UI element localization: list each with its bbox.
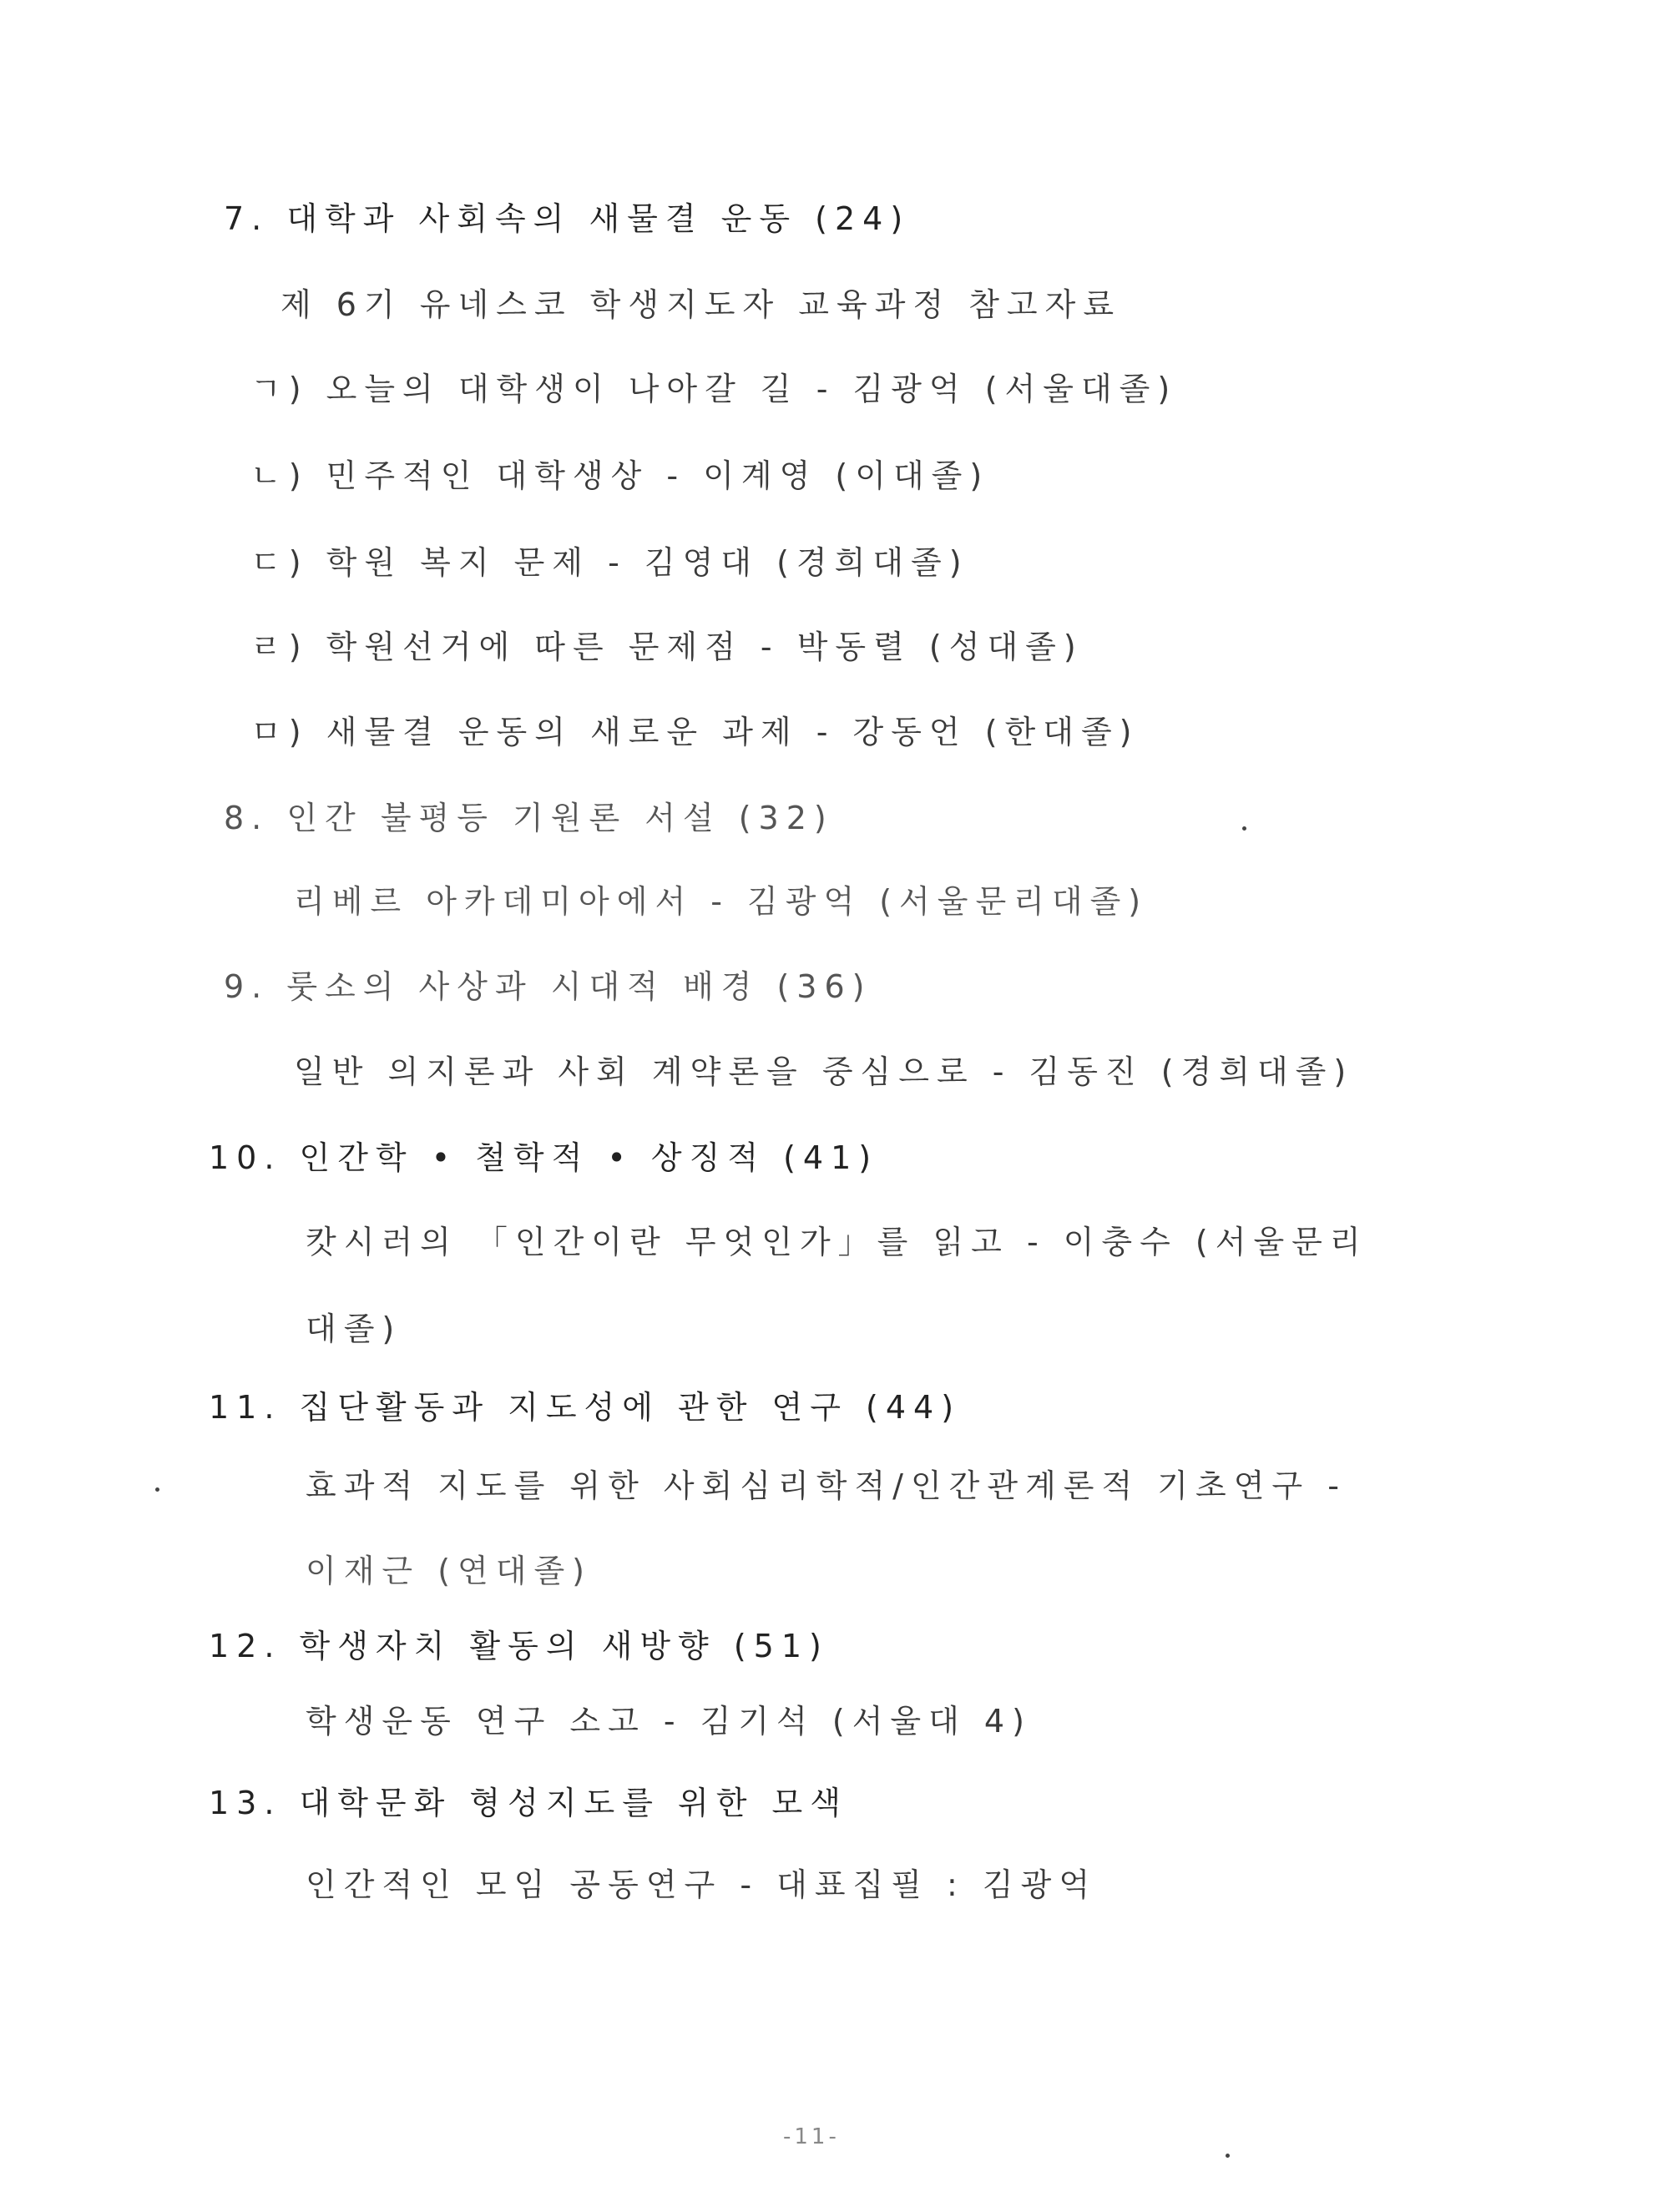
- section-13-subtitle: 인간적인 모임 공동연구 - 대표집필 : 김광억: [306, 1866, 1098, 1903]
- section-7-item-1: ㄱ) 오늘의 대학생이 나아갈 길 - 김광억 (서울대졸): [250, 371, 1178, 407]
- section-7-title: 7. 대학과 사회속의 새물결 운동 (24): [224, 200, 911, 237]
- section-7-item-2: ㄴ) 민주적인 대학생상 - 이계영 (이대졸): [250, 457, 990, 494]
- section-7-item-4: ㄹ) 학원선거에 따른 문제점 - 박동렬 (성대졸): [250, 629, 1084, 665]
- section-11-subtitle: 효과적 지도를 위한 사회심리학적/인간관계론적 기초연구 -: [306, 1467, 1347, 1504]
- section-13-title: 13. 대학문화 형성지도를 위한 모색: [209, 1785, 848, 1821]
- section-9-title: 9. 룻소의 사상과 시대적 배경 (36): [224, 968, 872, 1005]
- section-7-item-5: ㅁ) 새물결 운동의 새로운 과제 - 강동언 (한대졸): [250, 714, 1140, 750]
- page-number: -11-: [783, 2124, 840, 2149]
- section-8-title: 8. 인간 불평등 기원론 서설 (32): [224, 800, 834, 836]
- section-10-title: 10. 인간학 • 철학적 • 상징적 (41): [209, 1139, 879, 1176]
- section-12-title: 12. 학생자치 활동의 새방향 (51): [209, 1628, 829, 1664]
- scan-speck: [155, 1487, 159, 1492]
- section-8-subtitle: 리베르 아카데미아에서 - 김광억 (서울문리대졸): [294, 883, 1149, 920]
- scan-speck: [1242, 826, 1246, 831]
- section-10-subtitle-cont: 대졸): [306, 1311, 402, 1347]
- section-7-item-3: ㄷ) 학원 복지 문제 - 김영대 (경희대졸): [250, 544, 969, 581]
- section-7-subtitle: 제 6기 유네스코 학생지도자 교육과정 참고자료: [281, 286, 1122, 323]
- scan-speck: [1226, 2154, 1230, 2158]
- section-9-subtitle: 일반 의지론과 사회 계약론을 중심으로 - 김동진 (경희대졸): [294, 1053, 1354, 1090]
- section-11-title: 11. 집단활동과 지도성에 관한 연구 (44): [209, 1389, 962, 1426]
- section-12-subtitle: 학생운동 연구 소고 - 김기석 (서울대 4): [306, 1703, 1032, 1740]
- section-10-subtitle: 캇시러의 「인간이란 무엇인가」를 읽고 - 이충수 (서울문리: [306, 1224, 1368, 1260]
- section-11-subtitle-cont: 이재근 (연대졸): [306, 1553, 592, 1589]
